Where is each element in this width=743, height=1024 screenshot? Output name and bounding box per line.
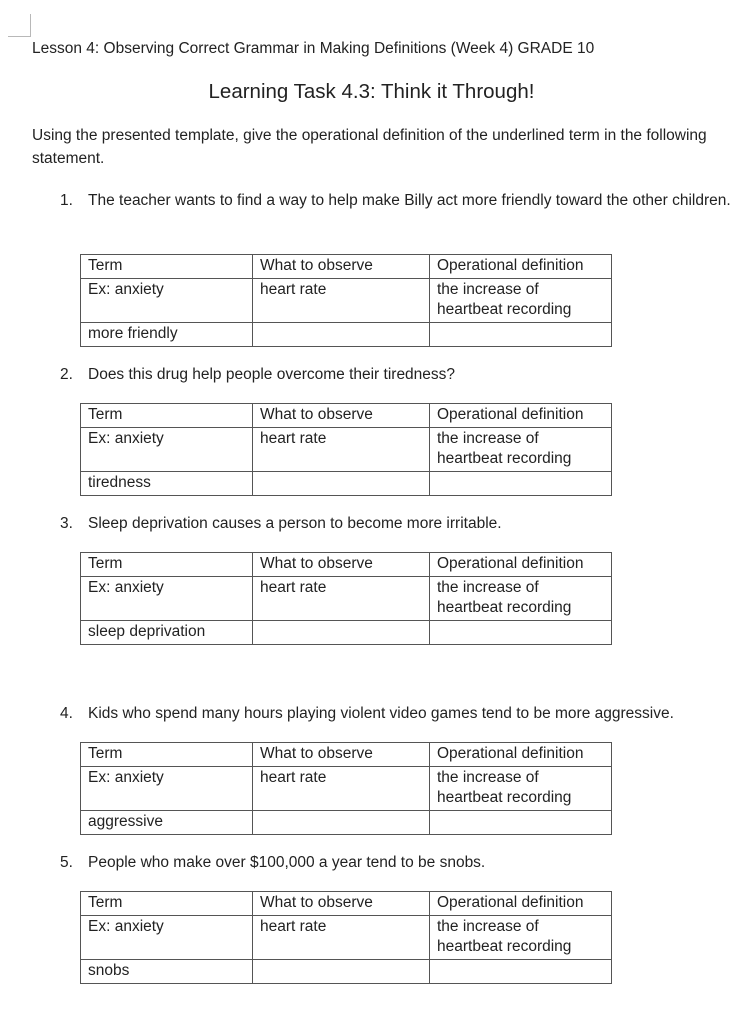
- table-header-row: [81, 743, 612, 767]
- table-answer-row: [81, 811, 612, 835]
- answer-observe-cell[interactable]: [253, 472, 430, 496]
- example-observe: heart rate: [253, 279, 430, 323]
- answer-observe-cell[interactable]: [253, 811, 430, 835]
- answer-term: tiredness: [81, 472, 253, 496]
- item-question: People who make over $100,000 a year tend to be snobs.: [88, 854, 486, 871]
- definition-table-3: [80, 552, 612, 645]
- table-example-row: [81, 767, 612, 811]
- header-definition: Operational definition: [430, 892, 612, 916]
- example-term: Ex: anxiety: [81, 279, 253, 323]
- table-example-row: [81, 279, 612, 323]
- task-title: Learning Task 4.3: Think it Through!: [208, 80, 535, 103]
- header-definition: Operational definition: [430, 255, 612, 279]
- table-header-row: [81, 255, 612, 279]
- answer-definition-cell[interactable]: [430, 472, 612, 496]
- table-example-row: [81, 916, 612, 960]
- item-number: 1.: [60, 192, 73, 209]
- answer-term: more friendly: [81, 323, 253, 347]
- header-observe: What to observe: [253, 743, 430, 767]
- header-term: Term: [81, 404, 253, 428]
- table-example-row: [81, 577, 612, 621]
- header-term: Term: [81, 255, 253, 279]
- example-term: Ex: anxiety: [81, 428, 253, 472]
- example-term: Ex: anxiety: [81, 767, 253, 811]
- header-term: Term: [81, 553, 253, 577]
- table-header-row: [81, 892, 612, 916]
- example-definition: the increase of heartbeat recording: [430, 428, 612, 472]
- answer-term: snobs: [81, 960, 253, 984]
- item-question: Kids who spend many hours playing violent video games tend to be more aggressive.: [88, 705, 674, 722]
- example-observe: heart rate: [253, 916, 430, 960]
- answer-term: sleep deprivation: [81, 621, 253, 645]
- example-definition: the increase of heartbeat recording: [430, 767, 612, 811]
- answer-observe-cell[interactable]: [253, 323, 430, 347]
- example-term: Ex: anxiety: [81, 916, 253, 960]
- definition-table-5: [80, 891, 612, 984]
- header-term: Term: [81, 743, 253, 767]
- instructions-text: Using the presented template, give the operational definition of the underlined term in the following statement.: [32, 127, 707, 167]
- table-header-row: [81, 553, 612, 577]
- header-term: Term: [81, 892, 253, 916]
- header-observe: What to observe: [253, 892, 430, 916]
- page-corner-mark: [8, 14, 31, 37]
- header-observe: What to observe: [253, 553, 430, 577]
- header-definition: Operational definition: [430, 553, 612, 577]
- item-number: 2.: [60, 366, 73, 383]
- answer-observe-cell[interactable]: [253, 621, 430, 645]
- definition-table-1: [80, 254, 612, 347]
- example-observe: heart rate: [253, 577, 430, 621]
- example-observe: heart rate: [253, 767, 430, 811]
- item-question: Sleep deprivation causes a person to become more irritable.: [88, 515, 502, 532]
- table-header-row: [81, 404, 612, 428]
- definition-table-4: [80, 742, 612, 835]
- answer-definition-cell[interactable]: [430, 323, 612, 347]
- example-term: Ex: anxiety: [81, 577, 253, 621]
- table-answer-row: [81, 323, 612, 347]
- table-example-row: [81, 428, 612, 472]
- lesson-header: Lesson 4: Observing Correct Grammar in Making Definitions (Week 4) GRADE 10: [32, 40, 595, 57]
- answer-definition-cell[interactable]: [430, 960, 612, 984]
- example-definition: the increase of heartbeat recording: [430, 916, 612, 960]
- answer-definition-cell[interactable]: [430, 621, 612, 645]
- item-question: Does this drug help people overcome their tiredness?: [88, 366, 456, 383]
- item-number: 3.: [60, 515, 73, 532]
- table-answer-row: [81, 960, 612, 984]
- item-number: 4.: [60, 705, 73, 722]
- item-number: 5.: [60, 854, 73, 871]
- header-definition: Operational definition: [430, 404, 612, 428]
- header-observe: What to observe: [253, 255, 430, 279]
- answer-definition-cell[interactable]: [430, 811, 612, 835]
- example-observe: heart rate: [253, 428, 430, 472]
- item-question: The teacher wants to find a way to help make Billy act more friendly toward the other children.: [88, 192, 731, 209]
- example-definition: the increase of heartbeat recording: [430, 577, 612, 621]
- answer-term: aggressive: [81, 811, 253, 835]
- definition-table-2: [80, 403, 612, 496]
- example-definition: the increase of heartbeat recording: [430, 279, 612, 323]
- header-observe: What to observe: [253, 404, 430, 428]
- table-answer-row: [81, 621, 612, 645]
- table-answer-row: [81, 472, 612, 496]
- header-definition: Operational definition: [430, 743, 612, 767]
- answer-observe-cell[interactable]: [253, 960, 430, 984]
